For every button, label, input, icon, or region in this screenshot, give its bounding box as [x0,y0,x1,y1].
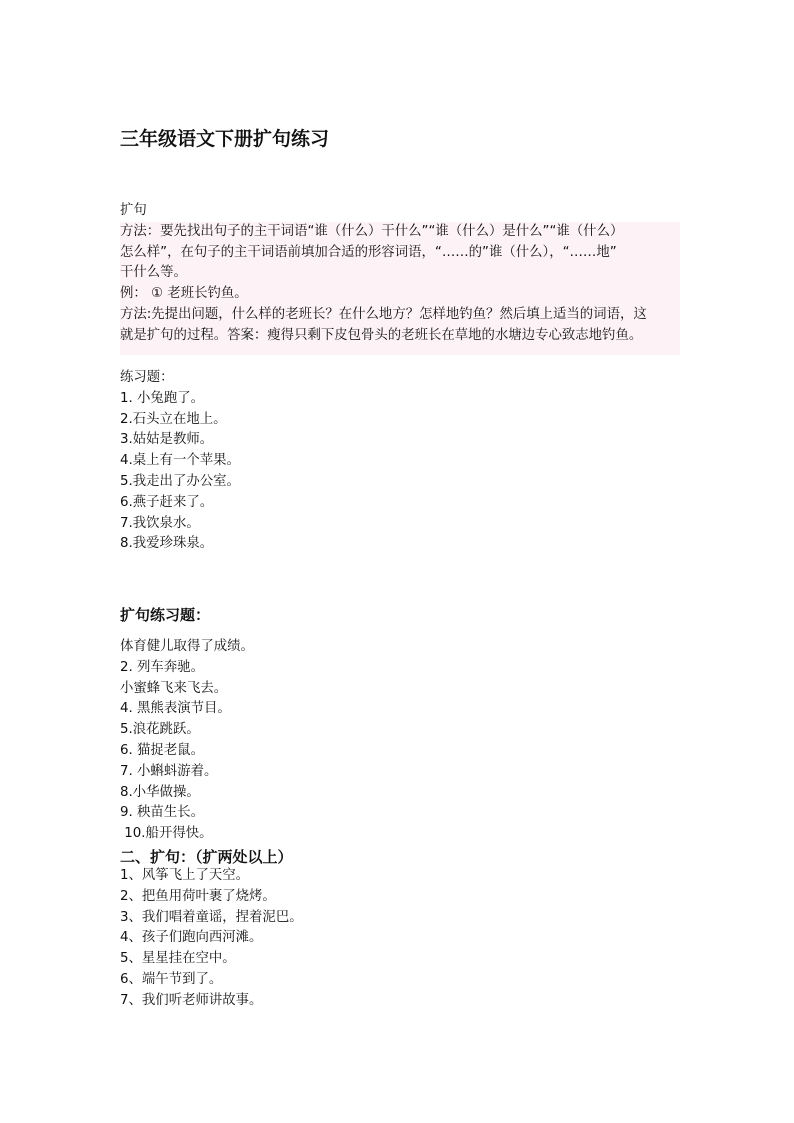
practice-label: 练习题： [120,370,174,385]
list-item: 2、把鱼用荷叶裹了烧烤。 [120,888,276,904]
list-item: 8.小华做操。 [120,784,200,800]
list-item: 7、我们听老师讲故事。 [120,992,263,1008]
expansion-list [120,637,676,845]
list-item: 4、孩子们跑向西河滩。 [120,930,263,946]
explain-line-2: 就是扩句的过程。答案：瘦得只剩下皮包骨头的老班长在草地的水塘边专心致志地钓鱼。 [120,327,643,343]
list-item: 5.我走出了办公室。 [120,473,240,489]
list-item: 2. 列车奔驰。 [120,659,204,675]
list-item: 6.燕子赶来了。 [120,494,214,510]
method-highlight [120,222,680,355]
method-label: 扩句 [120,203,147,218]
list-item: 10.船开得快。 [120,826,213,842]
expansion-heading: 扩句练习题： [120,606,211,624]
list-item: 6、端午节到了。 [120,971,223,987]
list-item: 1. 小兔跑了。 [120,390,204,406]
list-item: 2.石头立在地上。 [120,411,227,427]
list-item: 4. 黑熊表演节目。 [120,701,231,717]
practice-section [120,368,676,555]
method-line-2: 怎么样”，在句子的主干词语前填加合适的形容词语，“……的”谁（什么），“……地” [120,244,617,260]
expansion-section [120,637,676,845]
list-item: 7.我饮泉水。 [120,515,200,531]
method-line-3: 干什么等。 [120,265,187,281]
section2-section [120,866,676,1012]
list-item: 5.浪花跳跃。 [120,722,200,738]
list-item: 小蜜蜂飞来飞去。 [120,680,228,696]
list-item: 4.桌上有一个苹果。 [120,453,240,469]
example-line: 例： ① 老班长钓鱼。 [120,286,248,302]
list-item: 1、风筝飞上了天空。 [120,868,250,883]
section2-heading: 二、扩句：（扩两处以上） [120,848,293,866]
list-item: 9. 秧苗生长。 [120,805,204,821]
list-item: 体育健儿取得了成绩。 [120,639,254,654]
list-item: 6. 猫捉老鼠。 [120,742,204,758]
list-item: 3.姑姑是教师。 [120,432,214,448]
method-line-1: 方法：要先找出句子的主干词语“谁（什么）干什么”“谁（什么）是什么”“谁（什么） [120,223,624,239]
list-item: 5、星星挂在空中。 [120,951,236,967]
list-item: 7. 小蝌蚪游着。 [120,763,218,779]
section2-list [120,866,676,1012]
practice-list [120,389,676,555]
page-title: 三年级语文下册扩句练习 [120,128,330,150]
list-item: 8.我爱珍珠泉。 [120,536,214,552]
list-item: 3、我们唱着童谣，捏着泥巴。 [120,909,303,925]
method-section [120,201,676,355]
highlight-padding [120,347,676,355]
explain-line-1: 方法:先提出问题，什么样的老班长？在什么地方？怎样地钓鱼？然后填上适当的词语，这 [120,306,647,322]
